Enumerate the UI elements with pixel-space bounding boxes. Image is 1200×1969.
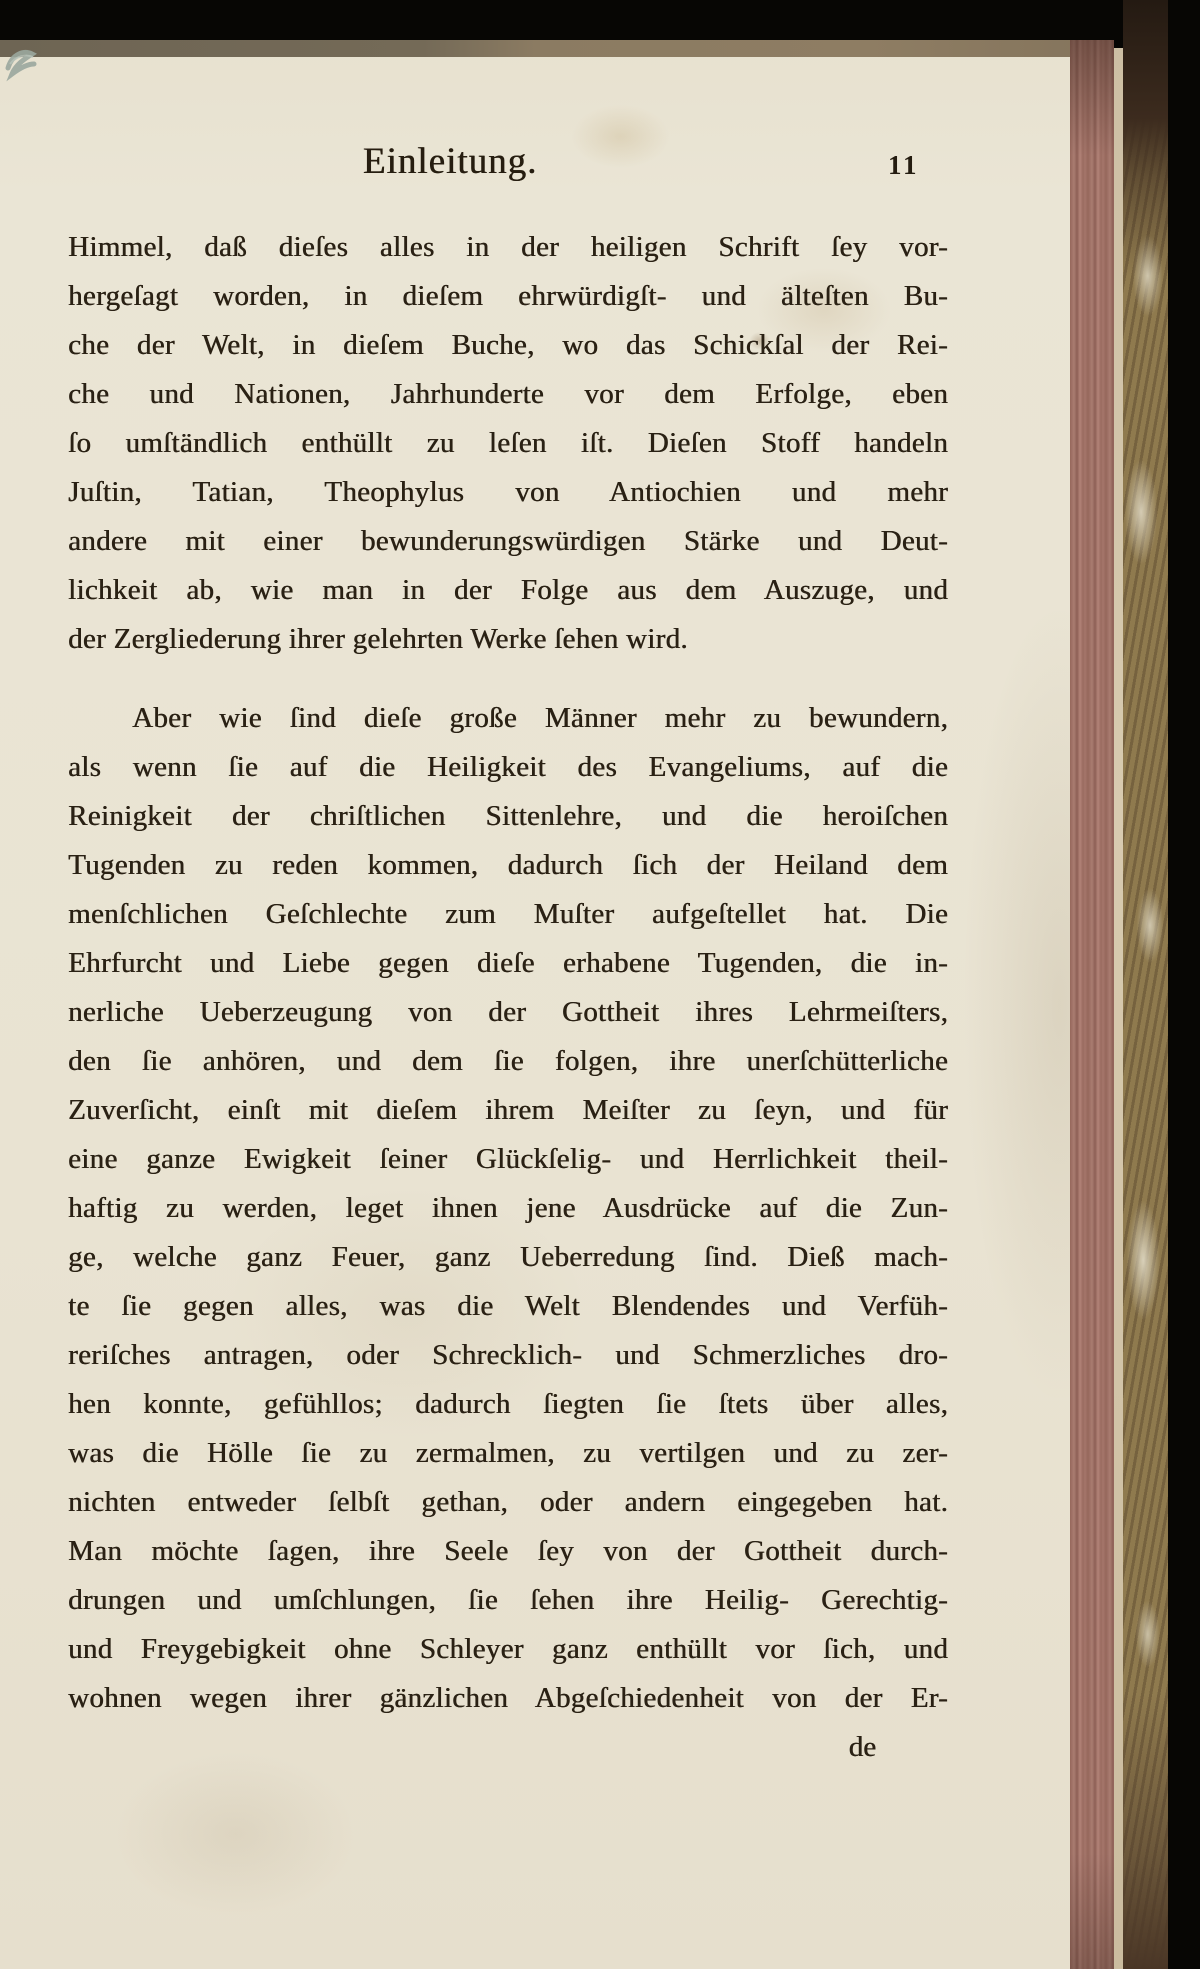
text-line: nerliche Ueberzeugung von der Gottheit ihres Lehrmeiſters, <box>68 996 948 1028</box>
text-line: Man möchte ſagen, ihre Seele ſey von der Gottheit durch- <box>68 1535 948 1567</box>
text-line: Juſtin, Tatian, Theophylus von Antiochien und mehr <box>68 476 948 508</box>
text-line: ge, welche ganz Feuer, ganz Ueberredung ſind. Dieß mach- <box>68 1241 948 1273</box>
text-line: und Freygebigkeit ohne Schleyer ganz enthüllt vor ſich, und <box>68 1633 948 1665</box>
text-line: hen konnte, gefühllos; dadurch ſiegten ſie ſtets über alles, <box>68 1388 948 1420</box>
text-line: reriſches antragen, oder Schrecklich- und Schmerzliches dro- <box>68 1339 948 1371</box>
text-line: drungen und umſchlungen, ſie ſehen ihre Heilig- Gerechtig- <box>68 1584 948 1616</box>
running-title: Einleitung. <box>362 141 538 182</box>
book-top-edge <box>0 40 1114 57</box>
binding-thread-icon <box>2 24 54 84</box>
text-line: der Zergliederung ihrer gelehrten Werke ſehen wird. <box>68 623 688 655</box>
text-line: was die Hölle ſie zu zermalmen, zu vertilgen und zu zer- <box>68 1437 948 1469</box>
text-line: Ehrfurcht und Liebe gegen dieſe erhabene Tugenden, die in- <box>68 947 948 979</box>
book-fore-edge <box>1070 40 1114 1969</box>
text-line: te ſie gegen alles, was die Welt Blendendes und Verfüh- <box>68 1290 948 1322</box>
text-line: andere mit einer bewunderungswürdigen Stärke und Deut- <box>68 525 948 557</box>
text-line: eine ganze Ewigkeit ſeiner Glückſelig- und Herrlichkeit theil- <box>68 1143 948 1175</box>
catchword: de <box>848 1731 876 1763</box>
text-line: che und Nationen, Jahrhunderte vor dem Erfolge, eben <box>68 378 948 410</box>
text-line: hergeſagt worden, in dieſem ehrwürdigſt- und älteſten Bu- <box>68 280 948 312</box>
text-line: als wenn ſie auf die Heiligkeit des Evangeliums, auf die <box>68 751 948 783</box>
text-line: Himmel, daß dieſes alles in der heiligen Schrift ſey vor- <box>68 231 948 263</box>
book-page <box>0 40 1070 1969</box>
paragraph-2 <box>68 694 948 1723</box>
text-line: che der Welt, in dieſem Buche, wo das Schickſal der Rei- <box>68 329 948 361</box>
page-number: 11 <box>888 150 920 180</box>
text-line: lichkeit ab, wie man in der Folge aus dem Auszuge, und <box>68 574 948 606</box>
text-line: Reinigkeit der chriſtlichen Sittenlehre, und die heroiſchen <box>68 800 948 832</box>
text-line: menſchlichen Geſchlechte zum Muſter aufgeſtellet hat. Die <box>68 898 948 930</box>
text-line: Zuverſicht, einſt mit dieſem ihrem Meiſter zu ſeyn, und für <box>68 1094 948 1126</box>
page-block-inner-edge <box>1114 48 1123 1969</box>
text-line: den ſie anhören, und dem ſie folgen, ihre unerſchütterliche <box>68 1045 948 1077</box>
text-line: wohnen wegen ihrer gänzlichen Abgeſchiedenheit von der Er- <box>68 1682 948 1714</box>
text-line: haftig zu werden, leget ihnen jene Ausdrücke auf die Zun- <box>68 1192 948 1224</box>
text-line: Aber wie ſind dieſe große Männer mehr zu bewundern, <box>132 702 948 734</box>
text-line: nichten entweder ſelbſt gethan, oder andern eingegeben hat. <box>68 1486 948 1518</box>
paragraph-1 <box>68 223 948 664</box>
background <box>1168 0 1200 1969</box>
text-line: ſo umſtändlich enthüllt zu leſen iſt. Dieſen Stoff handeln <box>68 427 948 459</box>
marbled-cover-edge <box>1123 0 1168 1969</box>
text-line: Tugenden zu reden kommen, dadurch ſich der Heiland dem <box>68 849 948 881</box>
